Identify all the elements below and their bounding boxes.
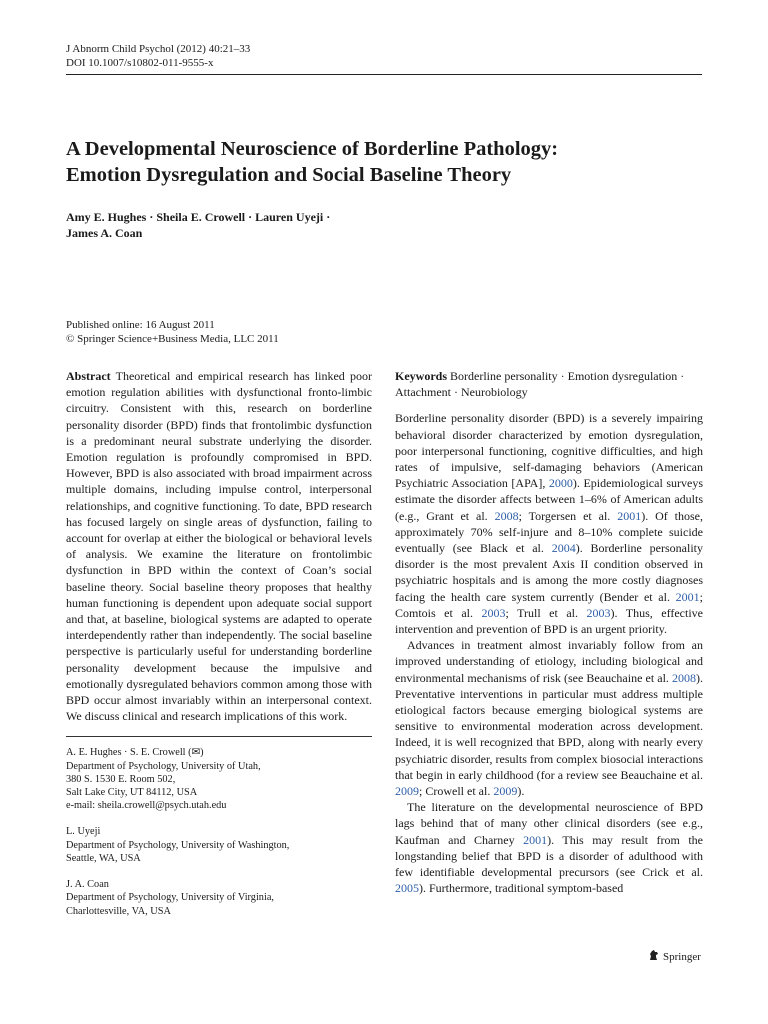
title-line-1: A Developmental Neuroscience of Borderline Pathology:	[66, 138, 559, 160]
doi[interactable]: DOI 10.1007/s10802-011-9555-x	[66, 57, 214, 69]
affiliation-line: J. A. Coan	[66, 879, 109, 891]
affiliation-block	[66, 746, 372, 812]
publication-info	[66, 318, 279, 346]
affiliation-line: L. Uyeji	[66, 826, 101, 838]
affiliation-line: Department of Psychology, University of Virginia,	[66, 892, 274, 904]
body-text: ). Preventative interventions in particular must address multiple etiological factors because emerging biological systems are sensitive to environmental moderation across development. Indeed, it is well recognized that BPD, along with nearly every psychiatric disorder, results from complex biosocial interactions that begin in early childhood (for a review see Beauchaine et al.	[395, 670, 703, 782]
body-text: Advances in treatment almost invariably follow from an improved understanding of etiology, including biological and environmental mechanisms of risk (see Beauchaine et al.	[395, 638, 703, 685]
affiliation-line: Salt Lake City, UT 84112, USA	[66, 787, 198, 799]
affiliations	[66, 746, 372, 917]
affiliation-line: Seattle, WA, USA	[66, 852, 141, 864]
body-text: ). Thus, effective intervention and prevention of BPD is an urgent priority.	[395, 605, 704, 637]
journal-header	[66, 42, 250, 70]
authors-line-2: James A. Coan	[66, 226, 143, 240]
citation-link[interactable]: 2008	[494, 508, 519, 523]
affiliation-line: A. E. Hughes · S. E. Crowell (✉)	[66, 747, 204, 759]
body-paragraph-1	[395, 410, 703, 637]
springer-horse-icon-svg	[648, 949, 660, 961]
abstract-label: Abstract	[66, 369, 111, 383]
body-text: Borderline personality disorder (BPD) is a severely impairing behavioral disorder characterized by emotion dysregulation, poor interpersonal functioning, cognitive difficulties, and high rates of impulsive, self-damaging behaviors (American Psychiatric Association [APA],	[395, 411, 703, 491]
affiliation-block	[66, 825, 372, 865]
keywords-text: Borderline personality · Emotion dysregulation · Attachment · Neurobiology	[395, 369, 685, 400]
citation-link[interactable]: 2004	[551, 541, 576, 556]
body-text: ). Epidemiological surveys estimate the disorder affects between 1–6% of American adults (e.g., Grant et al.	[395, 476, 703, 523]
article-title	[66, 136, 706, 188]
body-text: ).	[517, 784, 525, 799]
copyright: © Springer Science+Business Media, LLC 2011	[66, 333, 279, 345]
header-rule	[66, 74, 702, 75]
authors-line-1: Amy E. Hughes · Sheila E. Crowell · Lauren Uyeji ·	[66, 210, 331, 224]
abstract-text: Theoretical and empirical research has linked poor emotion regulation abilities with dysfunctional fronto-limbic circuitry. Consistent with this, research on borderline personality disorder (BPD) finds that frontolimbic dysfunction is a predominant neural substrate underlying the disorder. Emotion regulation is profoundly compromised in BPD. However, BPD is also associated with broad impairment across multiple domains, including impulse control, interpersonal relationships, and cognitive functioning. To date, BPD research has focused largely on single areas of dysfunction, failing to account for overlap at either the biological or behavioral levels of analysis. We examine the literature on frontolimbic dysfunction in BPD within the context of Coan’s social baseline theory. Social baseline theory proposes that healthy human functioning is dependent upon adequate social support and that, at baseline, biological systems are adapted to operate interdependently rather than independently. The social baseline perspective is particularly useful for understanding borderline personality development because the impulsive and emotionally dysregulated behaviors common among those with BPD occur almost invariably within an interpersonal context. We discuss clinical and research implications of this work.	[66, 369, 372, 724]
citation-link[interactable]: 2001	[617, 508, 642, 523]
left-column	[66, 368, 372, 931]
keywords-label: Keywords	[395, 369, 447, 383]
springer-horse-icon	[648, 949, 660, 965]
citation-link[interactable]: 2001	[523, 832, 548, 847]
body-paragraph-3	[395, 799, 703, 896]
body-paragraph-2	[395, 637, 703, 799]
citation-link[interactable]: 2003	[586, 605, 611, 620]
abstract	[66, 368, 372, 724]
body-text: ). Furthermore, traditional symptom-based	[419, 881, 624, 896]
body-text: ; Trull et al.	[505, 605, 587, 620]
body-text: ; Torgersen et al.	[518, 508, 618, 523]
journal-citation: J Abnorm Child Psychol (2012) 40:21–33	[66, 43, 251, 55]
citation-link[interactable]: 2000	[548, 476, 573, 491]
published-date: Published online: 16 August 2011	[66, 319, 215, 331]
citation-link[interactable]: 2001	[675, 589, 700, 604]
citation-link[interactable]: 2003	[481, 605, 506, 620]
keywords	[395, 368, 703, 400]
publisher-name: Springer	[663, 951, 701, 963]
affiliation-line: Department of Psychology, University of Utah,	[66, 760, 261, 772]
body-text: ; Crowell et al.	[419, 784, 494, 799]
affiliation-line: 380 S. 1530 E. Room 502,	[66, 773, 176, 785]
body-text: ). Of those, approximately 70% self-injure and 8–10% complete suicide eventually (see Black et al.	[395, 508, 704, 556]
body-text: ; Comtois et al.	[395, 589, 703, 620]
citation-link[interactable]: 2009	[493, 784, 518, 799]
affiliation-rule	[66, 736, 372, 737]
right-column	[395, 368, 703, 897]
title-line-2: Emotion Dysregulation and Social Baseline Theory	[66, 164, 512, 186]
publisher-logo	[648, 949, 701, 965]
affiliation-block	[66, 878, 372, 918]
author-list	[66, 209, 486, 241]
affiliation-line: Department of Psychology, University of Washington,	[66, 839, 290, 851]
email-link[interactable]: e-mail: sheila.crowell@psych.utah.edu	[66, 800, 227, 812]
affiliation-line: Charlottesville, VA, USA	[66, 905, 171, 917]
body-text: The literature on the developmental neuroscience of BPD lags behind that of many other clinical disorders (see e.g., Kaufman and Charney	[395, 800, 703, 847]
body-text: ). Borderline personality disorder is the most prevalent Axis II condition observed in psychiatric hospitals and is among the more costly diagnoses facing the health care system currently (Bender et al.	[395, 541, 703, 604]
citation-link[interactable]: 2005	[395, 881, 419, 896]
body-text: ). This may result from the longstanding belief that BPD is a disorder of adulthood with few identifiable developmental precursors (see Crick et al.	[395, 832, 703, 880]
citation-link[interactable]: 2008	[672, 670, 696, 685]
citation-link[interactable]: 2009	[395, 784, 419, 799]
